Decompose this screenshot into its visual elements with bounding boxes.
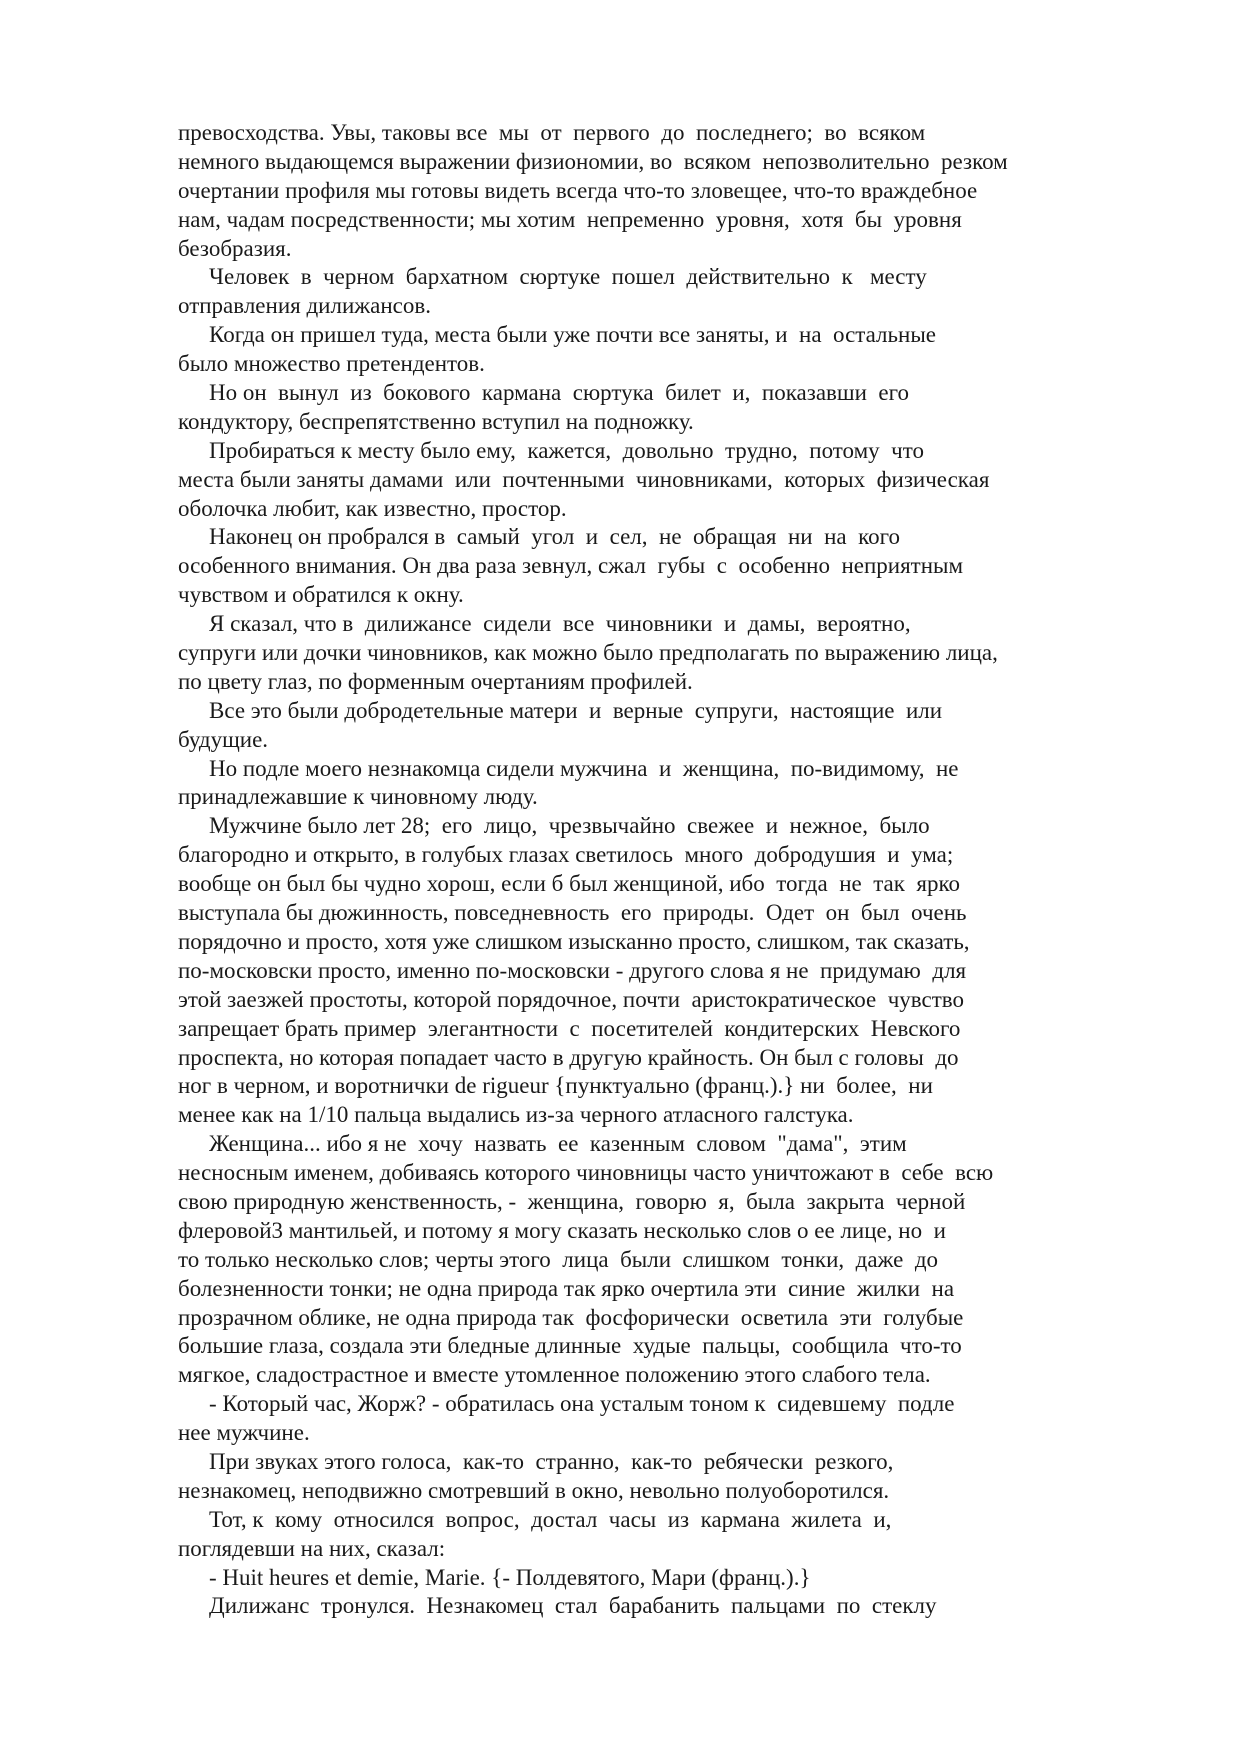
text-line: менее как на 1/10 пальца выдались из-за черного атласного галстука.	[178, 1102, 854, 1128]
text-line: незнакомец, неподвижно смотревший в окно, невольно полуоборотился.	[178, 1477, 890, 1503]
text-line: флеровой3 мантильей, и потому я могу сказать несколько слов о ее лице, но и	[178, 1217, 946, 1243]
text-line: места были заняты дамами или почтенными чиновниками, которых физическая	[178, 466, 990, 492]
text-line: будущие.	[178, 726, 269, 752]
text-line: Тот, к кому относился вопрос, достал часы из кармана жилета и,	[209, 1506, 892, 1532]
text-line: Дилижанс тронулся. Незнакомец стал барабанить пальцами по стеклу	[209, 1593, 937, 1619]
text-line: было множество претендентов.	[178, 351, 485, 377]
text-line: оболочка любит, как известно, простор.	[178, 495, 567, 521]
text-line: превосходства. Увы, таковы все мы от первого до последнего; во всяком	[178, 120, 926, 145]
text-line: выступала бы дюжинность, повседневность его природы. Одет он был очень	[178, 900, 967, 926]
text-line: Человек в черном бархатном сюртуке пошел действительно к месту	[209, 264, 927, 290]
text-line: безобразия.	[178, 235, 292, 261]
text-line: болезненности тонки; не одна природа так ярко очертила эти синие жилки на	[178, 1275, 955, 1301]
text-line: прозрачном облике, не одна природа так фосфорически осветила эти голубые	[178, 1304, 964, 1330]
text-line: порядочно и просто, хотя уже слишком изысканно просто, слишком, так сказать,	[178, 928, 970, 954]
text-line: то только несколько слов; черты этого лица были слишком тонки, даже до	[178, 1246, 939, 1272]
text-line: большие глаза, создала эти бледные длинные худые пальцы, сообщила что-то	[178, 1333, 962, 1359]
text-line: этой заезжей простоты, которой порядочное, почти аристократическое чувство	[178, 986, 964, 1012]
text-line: чувством и обратился к окну.	[178, 582, 464, 608]
text-line: отправления дилижансов.	[178, 293, 431, 319]
text-line: Но подле моего незнакомца сидели мужчина и женщина, по-видимому, не	[209, 755, 959, 781]
text-line: кондуктору, беспрепятственно вступил на подножку.	[178, 408, 694, 434]
text-line: поглядевши на них, сказал:	[178, 1535, 446, 1561]
text-line: - Который час, Жорж? - обратилась она усталым тоном к сидевшему подле	[209, 1391, 955, 1417]
text-line: нам, чадам посредственности; мы хотим непременно уровня, хотя бы уровня	[178, 206, 962, 232]
text-line: ног в черном, и воротнички de rigueur {пунктуально (франц.).} ни более, ни	[178, 1073, 933, 1099]
text-line: проспекта, но которая попадает часто в другую крайность. Он был с головы до	[178, 1044, 959, 1070]
text-line: Женщина... ибо я не хочу назвать ее казенным словом "дама", этим	[209, 1131, 907, 1157]
text-line: При звуках этого голоса, как-то странно, как-то ребячески резкого,	[209, 1448, 894, 1474]
text-line: Мужчине было лет 28; его лицо, чрезвычайно свежее и нежное, было	[209, 813, 930, 839]
text-line: принадлежавшие к чиновному люду.	[178, 784, 538, 810]
text-line: несносным именем, добиваясь которого чиновницы часто уничтожают в себе всю	[178, 1160, 994, 1186]
text-line: очертании профиля мы готовы видеть всегда что-то зловещее, что-то враждебное	[178, 177, 978, 203]
text-line: по-московски просто, именно по-московски - другого слова я не придумаю для	[178, 957, 967, 983]
text-line: благородно и открыто, в голубых глазах светилось много добродушия и ума;	[178, 842, 954, 868]
text-line: немного выдающемся выражении физиономии, во всяком непозволительно резком	[178, 148, 1008, 174]
text-line: свою природную женственность, - женщина, говорю я, была закрыта черной	[178, 1188, 966, 1214]
body-text	[178, 119, 1098, 1621]
text-line: по цвету глаз, по форменным очертаниям профилей.	[178, 668, 693, 694]
text-line: Все это были добродетельные матери и верные супруги, настоящие или	[209, 697, 943, 723]
text-line: нее мужчине.	[178, 1420, 310, 1446]
text-line: мягкое, сладострастное и вместе утомленное положению этого слабого тела.	[178, 1362, 931, 1388]
text-line: супруги или дочки чиновников, как можно было предполагать по выражению лица,	[178, 640, 998, 666]
text-line: Но он вынул из бокового кармана сюртука билет и, показавши его	[209, 380, 909, 406]
text-line: Когда он пришел туда, места были уже почти все заняты, и на остальные	[209, 322, 936, 348]
text-line: Я сказал, что в дилижансе сидели все чиновники и дамы, вероятно,	[209, 611, 911, 637]
text-line: Наконец он пробрался в самый угол и сел, не обращая ни на кого	[209, 524, 900, 550]
text-line: Пробираться к месту было ему, кажется, довольно трудно, потому что	[209, 437, 924, 463]
text-line: запрещает брать пример элегантности с посетителей кондитерских Невского	[178, 1015, 961, 1041]
text-line: особенного внимания. Он два раза зевнул, сжал губы с особенно неприятным	[178, 553, 964, 579]
text-line: вообще он был бы чудно хорош, если б был женщиной, ибо тогда не так ярко	[178, 871, 961, 897]
text-line: - Huit heures et demie, Marie. {- Полдевятого, Мари (франц.).}	[209, 1564, 811, 1590]
